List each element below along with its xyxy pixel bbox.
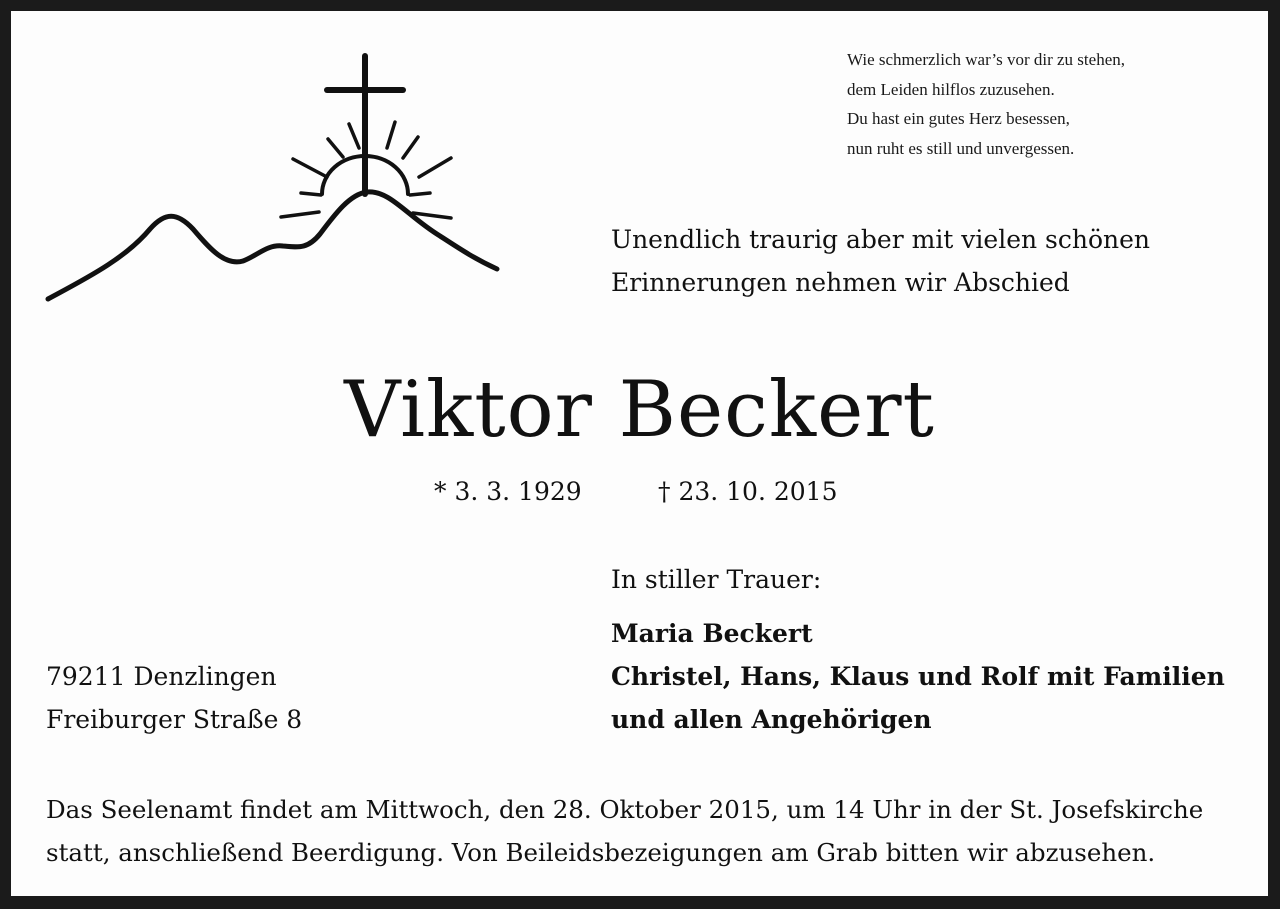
address-line: Freiburger Straße 8 [46,705,303,734]
mourners-list [611,612,1225,741]
poem-line: nun ruht es still und unvergessen. [847,138,1075,158]
poem [847,45,1125,163]
death-date: † 23. 10. 2015 [658,477,838,506]
notice-line: statt, anschließend Beerdigung. Von Beileidsbezeigungen am Grab bitten wir abzusehen. [46,838,1156,867]
poem-line: Du hast ein gutes Herz besessen, [847,109,1070,128]
intro-line: Erinnerungen nehmen wir Abschied [611,268,1070,297]
mourning-heading: In stiller Trauer: [611,565,822,594]
address [46,655,302,741]
birth-date: * 3. 3. 1929 [434,477,582,506]
intro-line: Unendlich traurig aber mit vielen schönen [611,225,1151,254]
funeral-notice [46,788,1203,874]
intro-text [611,218,1150,304]
poem-line: dem Leiden hilflos zuzusehen. [847,79,1055,99]
mourner-line: und allen Angehörigen [611,705,932,734]
mourner-line: Christel, Hans, Klaus und Rolf mit Familien [611,662,1225,691]
deceased-name: Viktor Beckert [344,365,935,455]
obituary-card [11,11,1268,896]
notice-line: Das Seelenamt findet am Mittwoch, den 28. Oktober 2015, um 14 Uhr in der St. Josefskirche [46,795,1204,824]
mourner-line: Maria Beckert [611,619,813,648]
cross-sunrise-mountains-icon [45,44,505,306]
address-line: 79211 Denzlingen [46,662,277,691]
poem-line: Wie schmerzlich war’s vor dir zu stehen, [847,50,1125,69]
